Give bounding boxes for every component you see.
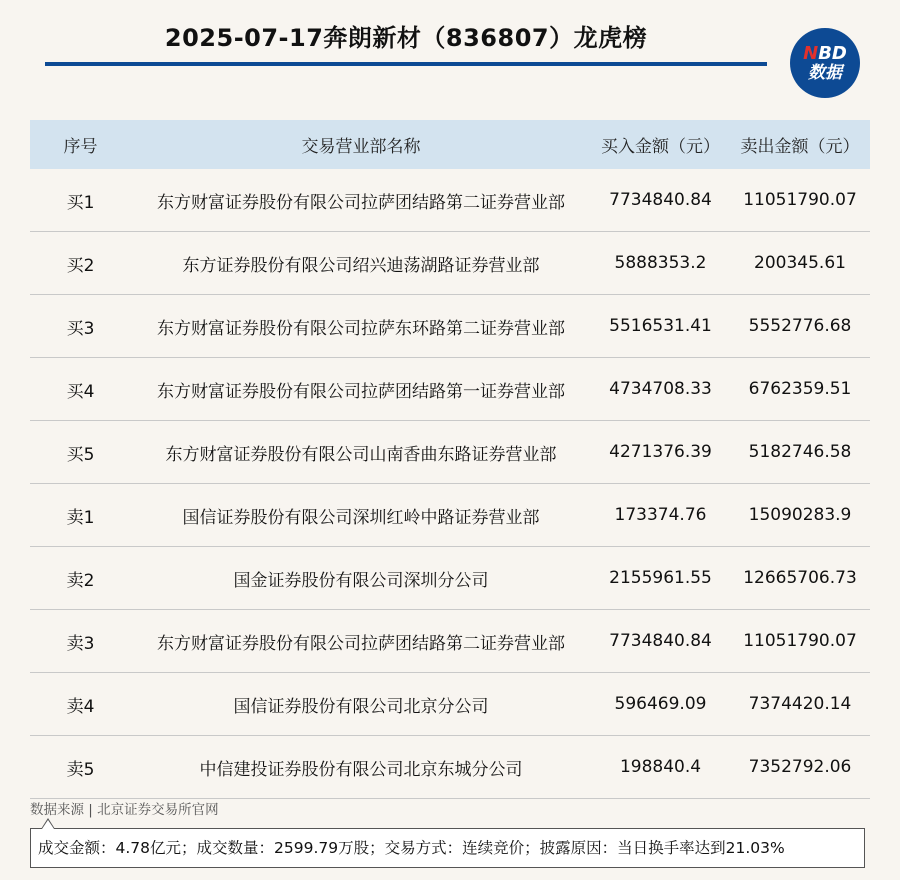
table-row: [30, 673, 870, 736]
row-branch-name: 东方财富证券股份有限公司拉萨团结路第二证券营业部: [131, 610, 591, 673]
row-sell-amount: 7352792.06: [730, 736, 870, 799]
row-buy-amount: 596469.09: [591, 673, 730, 736]
page-title: 2025-07-17奔朗新材（836807）龙虎榜: [164, 24, 648, 52]
row-buy-amount: 2155961.55: [591, 547, 730, 610]
column-header-buy-amount: 买入金额（元）: [591, 120, 730, 169]
row-buy-amount: 173374.76: [591, 484, 730, 547]
logo-letter-n: N: [803, 42, 819, 64]
row-sell-amount: 12665706.73: [730, 547, 870, 610]
row-sell-amount: 5182746.58: [730, 421, 870, 484]
logo-letters-bd: BD: [818, 42, 847, 64]
row-buy-amount: 4734708.33: [591, 358, 730, 421]
row-index: 买3: [30, 295, 131, 358]
logo-text-top: [803, 42, 847, 64]
row-buy-amount: 7734840.84: [591, 610, 730, 673]
row-branch-name: 国信证券股份有限公司北京分公司: [131, 673, 591, 736]
row-sell-amount: 5552776.68: [730, 295, 870, 358]
row-index: 卖4: [30, 673, 131, 736]
row-index: 卖3: [30, 610, 131, 673]
row-index: 买2: [30, 232, 131, 295]
row-branch-name: 国金证券股份有限公司深圳分公司: [131, 547, 591, 610]
row-sell-amount: 200345.61: [730, 232, 870, 295]
row-sell-amount: 7374420.14: [730, 673, 870, 736]
dragon-tiger-table: [30, 120, 870, 799]
table-row: [30, 610, 870, 673]
row-sell-amount: 6762359.51: [730, 358, 870, 421]
row-branch-name: 国信证券股份有限公司深圳红岭中路证券营业部: [131, 484, 591, 547]
table-header-row: [30, 120, 870, 169]
table-row: [30, 358, 870, 421]
row-branch-name: 东方财富证券股份有限公司山南香曲东路证券营业部: [131, 421, 591, 484]
table-row: [30, 547, 870, 610]
row-sell-amount: 15090283.9: [730, 484, 870, 547]
title-underline: [45, 62, 767, 66]
table-row: [30, 295, 870, 358]
row-branch-name: 东方财富证券股份有限公司拉萨团结路第二证券营业部: [131, 169, 591, 232]
table-row: [30, 169, 870, 232]
row-branch-name: 东方财富证券股份有限公司拉萨东环路第二证券营业部: [131, 295, 591, 358]
callout-pointer-fill: [42, 820, 54, 829]
row-buy-amount: 4271376.39: [591, 421, 730, 484]
row-index: 买5: [30, 421, 131, 484]
row-sell-amount: 11051790.07: [730, 610, 870, 673]
row-index: 买4: [30, 358, 131, 421]
row-index: 卖1: [30, 484, 131, 547]
row-index: 卖2: [30, 547, 131, 610]
row-index: 买1: [30, 169, 131, 232]
nbd-logo: [790, 28, 860, 98]
column-header-sell-amount: 卖出金额（元）: [730, 120, 870, 169]
data-source-label: 数据来源 | 北京证券交易所官网: [30, 802, 219, 818]
row-buy-amount: 5888353.2: [591, 232, 730, 295]
column-header-branch-name: 交易营业部名称: [131, 120, 591, 169]
table-row: [30, 484, 870, 547]
row-branch-name: 中信建投证券股份有限公司北京东城分公司: [131, 736, 591, 799]
trade-summary-note: 成交金额：4.78亿元；成交数量：2599.79万股；交易方式：连续竞价；披露原因：当日换手率达到21.03%: [30, 828, 865, 868]
row-index: 卖5: [30, 736, 131, 799]
table-row: [30, 421, 870, 484]
table-row: [30, 736, 870, 799]
row-branch-name: 东方证券股份有限公司绍兴迪荡湖路证券营业部: [131, 232, 591, 295]
row-buy-amount: 7734840.84: [591, 169, 730, 232]
column-header-index: 序号: [30, 120, 131, 169]
logo-text-bottom: 数据: [808, 62, 842, 83]
table-row: [30, 232, 870, 295]
row-buy-amount: 5516531.41: [591, 295, 730, 358]
row-buy-amount: 198840.4: [591, 736, 730, 799]
row-sell-amount: 11051790.07: [730, 169, 870, 232]
row-branch-name: 东方财富证券股份有限公司拉萨团结路第一证券营业部: [131, 358, 591, 421]
